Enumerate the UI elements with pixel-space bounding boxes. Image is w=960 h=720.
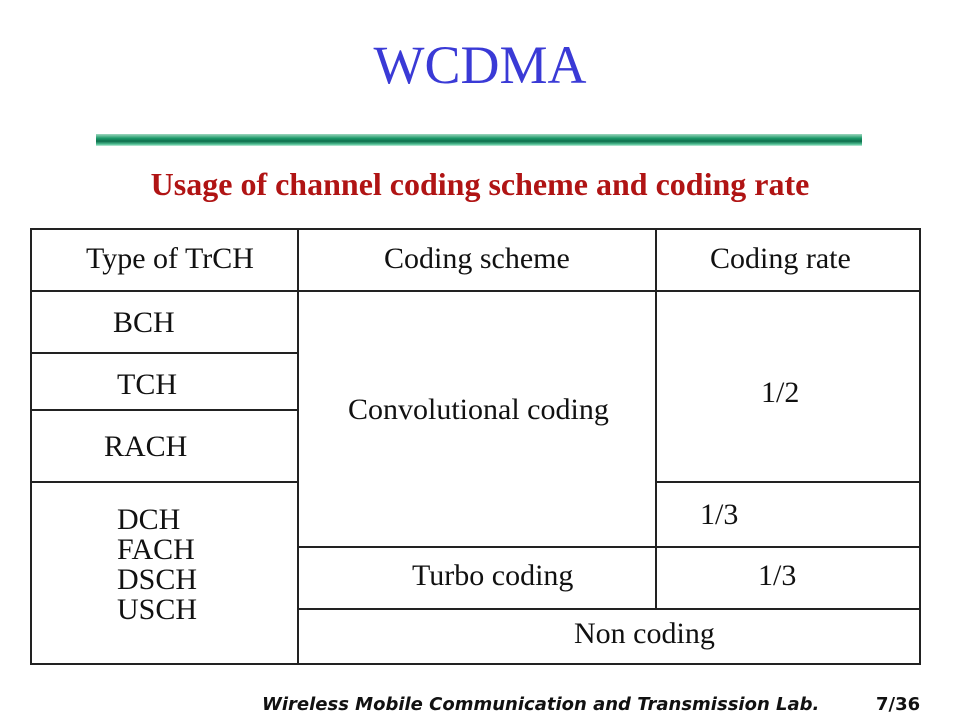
col-divider-1: [297, 228, 299, 665]
header-divider: [30, 290, 921, 292]
type-dsch: DSCH: [117, 563, 198, 596]
type-group-dch: [117, 505, 197, 625]
type-usch: USCH: [117, 593, 198, 626]
header-type: Type of TrCH: [86, 242, 254, 275]
rate-third-conv: 1/3: [700, 498, 739, 531]
slide-title: WCDMA: [373, 35, 587, 95]
header-rate: Coding rate: [710, 242, 851, 275]
table-border-right: [919, 228, 921, 665]
table-border-bottom: [30, 663, 921, 665]
type-tch: TCH: [117, 368, 177, 401]
slide-footer: [0, 688, 960, 720]
header-scheme: Coding scheme: [384, 242, 570, 275]
row-divider-bch: [30, 352, 299, 354]
page-number: 7/36: [876, 694, 921, 715]
type-bch: BCH: [113, 306, 175, 339]
scheme-none: Non coding: [574, 617, 715, 650]
footer-lab-name: Wireless Mobile Communication and Transmission Lab.: [262, 694, 820, 715]
table-border-left: [30, 228, 32, 665]
slide-subtitle: Usage of channel coding scheme and coding rate: [150, 166, 810, 202]
type-fach: FACH: [117, 533, 195, 566]
row-divider-tch: [30, 409, 299, 411]
scheme-convolutional: Convolutional coding: [348, 393, 609, 426]
row-divider-turbo-top: [297, 546, 921, 548]
type-dch: DCH: [117, 503, 181, 536]
scheme-turbo: Turbo coding: [412, 559, 574, 592]
rate-third-turbo: 1/3: [758, 559, 797, 592]
col-divider-2: [655, 228, 657, 610]
table-border-top: [30, 228, 921, 230]
row-divider-rach: [30, 481, 299, 483]
rate-divider-half: [655, 481, 921, 483]
row-divider-turbo-bottom: [297, 608, 921, 610]
rate-half: 1/2: [761, 376, 800, 409]
type-rach: RACH: [104, 430, 188, 463]
